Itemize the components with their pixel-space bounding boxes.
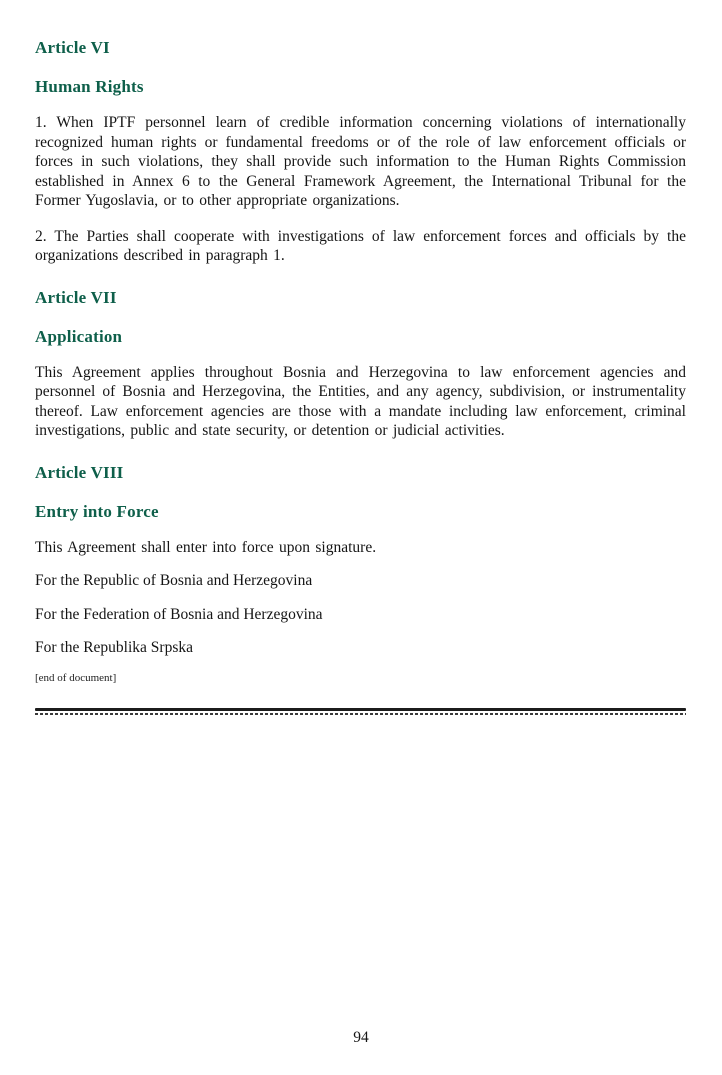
page-number: 94 <box>353 1029 369 1046</box>
signature-line-republic: For the Republic of Bosnia and Herzegovina <box>35 572 313 589</box>
article-vii-heading: Article VII <box>35 287 117 307</box>
article-viii-paragraph-1: This Agreement shall enter into force upon signature. <box>35 538 377 556</box>
page-divider <box>35 708 686 715</box>
signature-line-republika-srpska: For the Republika Srpska <box>35 639 193 656</box>
signature-line-federation: For the Federation of Bosnia and Herzegovina <box>35 605 323 623</box>
article-vii-subheading: Application <box>35 326 123 346</box>
article-viii-subheading: Entry into Force <box>35 501 159 521</box>
article-viii-heading: Article VIII <box>35 462 124 482</box>
article-vi-heading: Article VI <box>35 38 110 57</box>
divider-solid-line <box>35 708 686 711</box>
end-of-document-note: [end of document] <box>35 671 117 684</box>
divider-dashed-line <box>35 713 686 715</box>
article-vi-paragraph-1: 1. When IPTF personnel learn of credible information concerning violations of internationally recognized human rights or fundamental freedoms or of the role of law enforcement officials or forces in such violations, they shall provide such information to the Human Rights Commission established in Annex 6 to the General Framework Agreement, the International Tribunal for the Former Yugoslavia, or to other appropriate organizations. <box>35 114 686 209</box>
article-vi-subheading: Human Rights <box>35 77 144 96</box>
article-vi-paragraph-2: 2. The Parties shall cooperate with investigations of law enforcement forces and officials by the organizations described in paragraph 1. <box>35 227 686 264</box>
article-vii-paragraph-1: This Agreement applies throughout Bosnia and Herzegovina to law enforcement agencies and personnel of Bosnia and Herzegovina, the Entities, and any agency, subdivision, or instrumentality thereof. Law enforcement agencies are those with a mandate including law enforcement, criminal investigations, public and state security, or detention or judicial activities. <box>35 363 686 439</box>
